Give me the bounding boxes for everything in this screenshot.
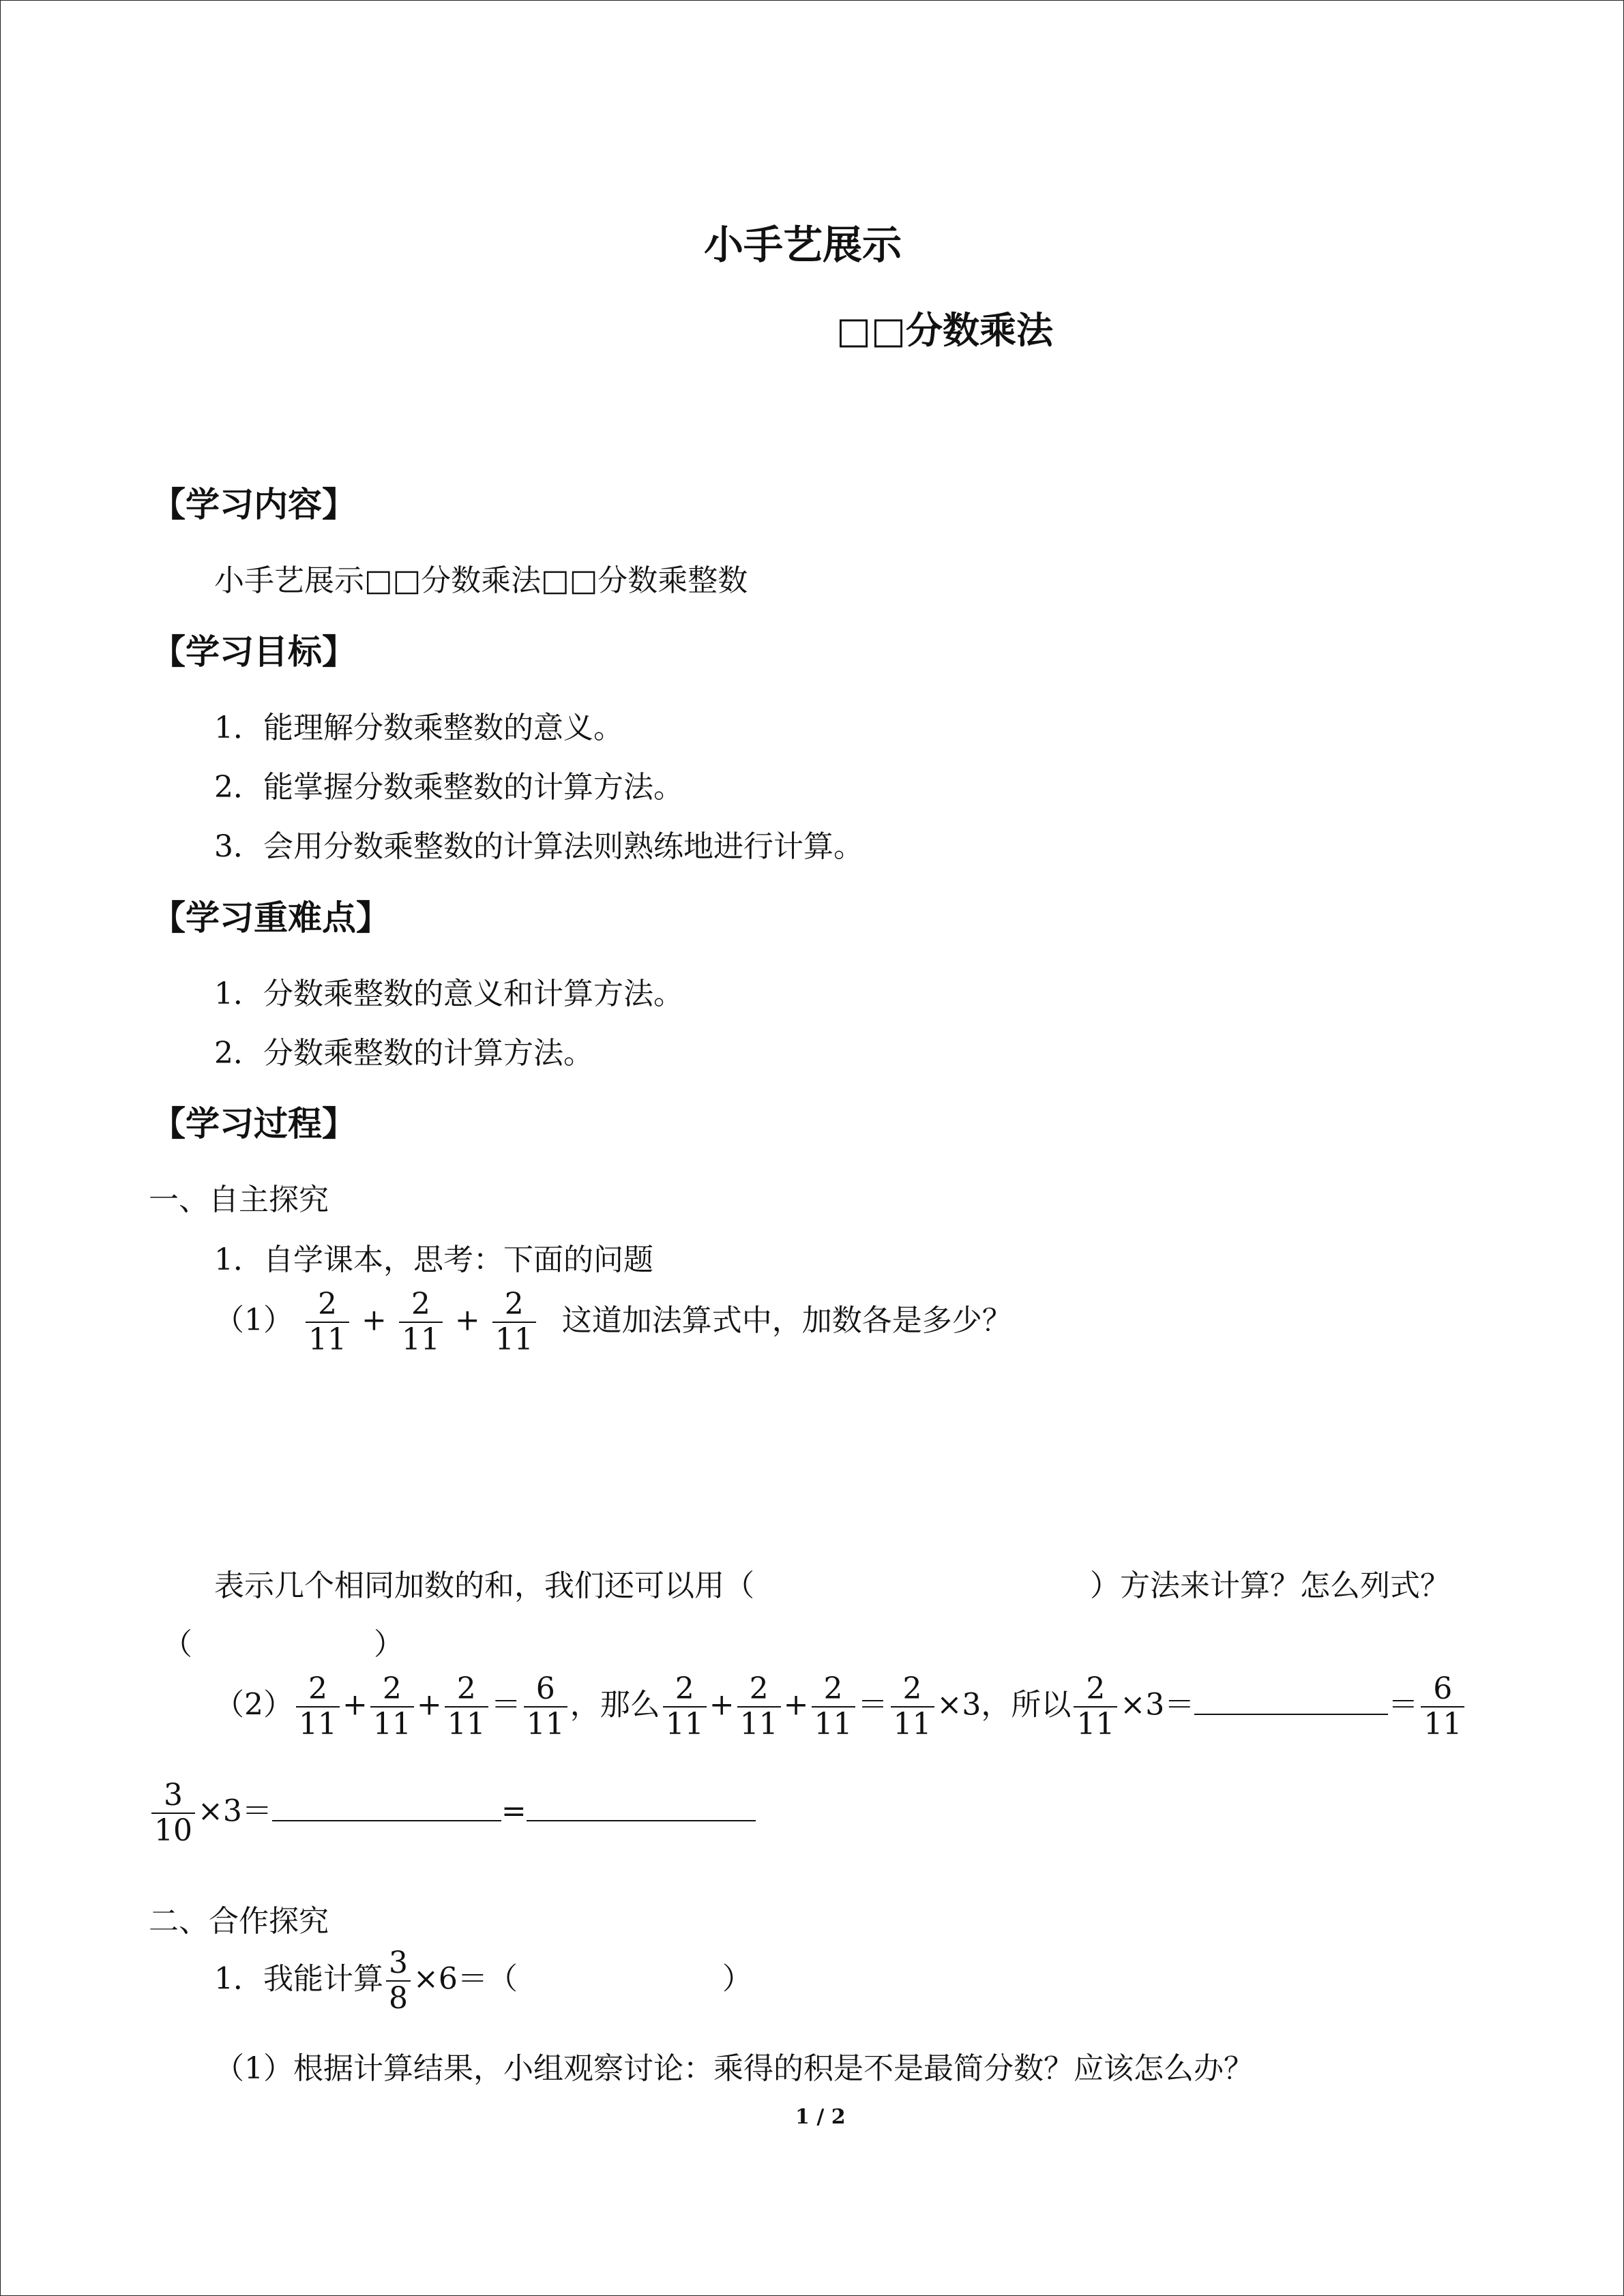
question-3-10: $\frac{3}{10}$ ×3＝ = <box>149 1778 756 1848</box>
fraction: $\frac{2}{11}$ <box>891 1672 934 1742</box>
goal-item: 1．能理解分数乘整数的意义。 <box>214 711 623 745</box>
page-number: 1 / 2 <box>795 2105 846 2129</box>
fraction: $\frac{2}{11}$ <box>663 1672 707 1742</box>
heading-content: 【学习内容】 <box>151 485 356 524</box>
page-title: 小手艺展示 <box>704 222 902 268</box>
fraction: $\frac{3}{10}$ <box>151 1778 195 1848</box>
q1-prefix: （1） <box>214 1302 293 1338</box>
paren-open: （ <box>162 1627 192 1662</box>
page-subtitle: □□分数乘法 <box>836 309 1054 352</box>
text-method-a: 表示几个相同加数的和，我们还可以用（ <box>214 1568 754 1603</box>
question-1 <box>214 1287 1012 1357</box>
content-text: 小手艺展示□□分数乘法□□分数乘整数 <box>214 563 748 598</box>
fraction: $\frac{2}{11}$ <box>296 1672 340 1742</box>
answer-blank[interactable] <box>1194 1686 1388 1715</box>
fraction: $\frac{2}{11}$ <box>1074 1672 1117 1742</box>
part1-item1: 1．自学课本，思考：下面的问题 <box>214 1242 653 1277</box>
fraction: $\frac{6}{11}$ <box>524 1672 567 1742</box>
part2-sub1: （1）根据计算结果，小组观察讨论：乘得的积是不是最简分数？应该怎么办？ <box>214 2051 1254 2086</box>
q2-prefix: （2） <box>214 1687 293 1723</box>
answer-blank[interactable] <box>527 1793 756 1821</box>
fraction: $\frac{2}{11}$ <box>306 1287 349 1357</box>
question-2: （2） $\frac{2}{11}$ + $\frac{2}{11}$ + $\frac{2}{11}$ ＝ $\frac{6}{11}$ ，那么 $\frac{2}{11}$ + $\frac{2}{11}$ + $\frac{2}{11}$ ＝ $\frac{2}{11}$ ×3，所以 $\frac{2}{11}$ ×3＝ ＝ $\frac{6}{11}$ <box>214 1672 1467 1742</box>
fraction: $\frac{2}{11}$ <box>812 1672 855 1742</box>
part1-title: 一、自主探究 <box>149 1182 329 1217</box>
fraction: $\frac{2}{11}$ <box>737 1672 781 1742</box>
goal-item: 3．会用分数乘整数的计算法则熟练地进行计算。 <box>214 829 863 864</box>
fraction: $\frac{6}{11}$ <box>1421 1672 1464 1742</box>
fraction: $\frac{2}{11}$ <box>370 1672 414 1742</box>
text-method-b: ）方法来计算？怎么列式？ <box>1090 1568 1450 1603</box>
q1-suffix: 这道加法算式中，加数各是多少？ <box>561 1302 1012 1338</box>
fraction: $\frac{3}{8}$ <box>386 1946 411 2016</box>
fraction: $\frac{2}{11}$ <box>399 1287 443 1357</box>
key-point-item: 1．分数乘整数的意义和计算方法。 <box>214 976 683 1011</box>
goal-item: 2．能掌握分数乘整数的计算方法。 <box>214 770 683 805</box>
plus-sign: + <box>361 1302 387 1338</box>
heading-process: 【学习过程】 <box>151 1104 356 1144</box>
fraction: $\frac{2}{11}$ <box>445 1672 488 1742</box>
paren-close: ） <box>374 1627 404 1662</box>
key-point-item: 2．分数乘整数的计算方法。 <box>214 1036 593 1071</box>
heading-key-points: 【学习重难点】 <box>151 898 390 938</box>
part2-title: 二、合作探究 <box>149 1904 329 1939</box>
plus-sign: + <box>454 1302 480 1338</box>
fraction: $\frac{2}{11}$ <box>492 1287 536 1357</box>
answer-blank[interactable] <box>272 1793 501 1821</box>
heading-goals: 【学习目标】 <box>151 632 356 672</box>
part2-item1: 1．我能计算 $\frac{3}{8}$ ×6＝（ ） <box>214 1945 752 2016</box>
